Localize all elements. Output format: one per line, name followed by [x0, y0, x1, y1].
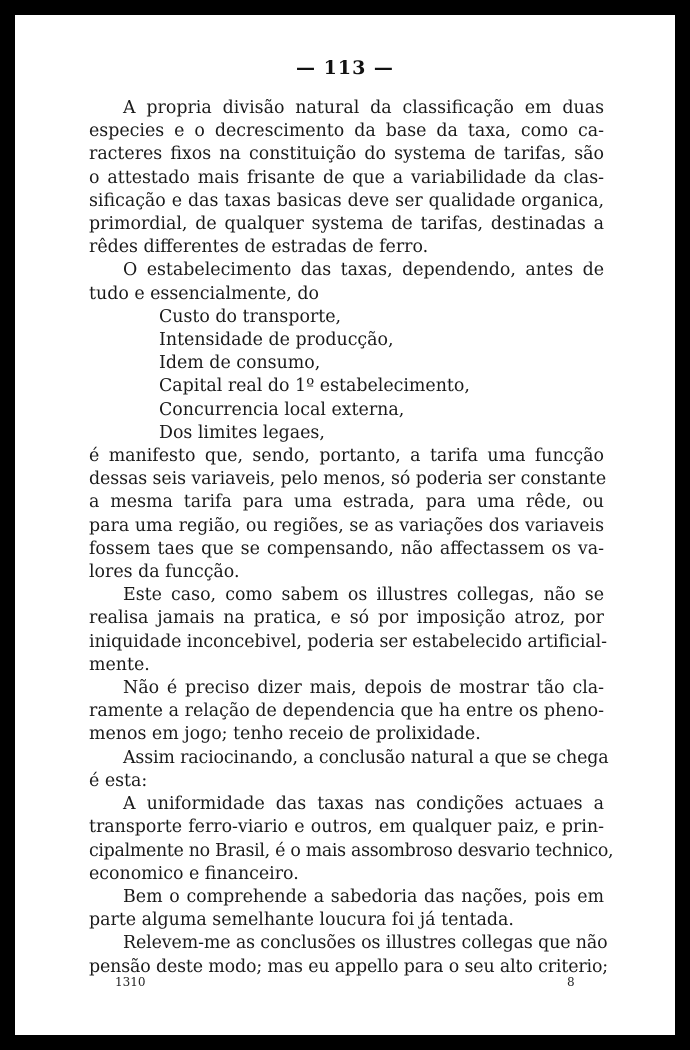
- list-item: Custo do transporte,: [159, 306, 342, 327]
- text-line: rêdes differentes de estradas de ferro.: [89, 237, 429, 258]
- text-line: especies e o decrescimento da base da taxa, como ca-: [89, 121, 604, 142]
- body-text: [89, 97, 614, 979]
- text-line: sificação e das taxas basicas deve ser qualidade organica,: [89, 190, 604, 211]
- text-line: é manifesto que, sendo, portanto, a tarifa uma funcção: [89, 446, 604, 467]
- list-item: Dos limites legaes,: [159, 422, 325, 443]
- book-page: [15, 15, 675, 1035]
- text-line: Não é preciso dizer mais, depois de mostrar tão cla-: [123, 678, 604, 699]
- paragraph-block-1: [89, 97, 604, 306]
- text-line: a mesma tarifa para uma estrada, para uma rêde, ou: [89, 492, 604, 513]
- text-line: Bem o comprehende a sabedoria das nações, pois em: [123, 886, 604, 907]
- list-item: Intensidade de producção,: [159, 330, 394, 351]
- text-line: iniquidade inconcebivel, poderia ser estabelecido artificial-: [89, 631, 607, 652]
- text-line: ramente a relação de dependencia que ha entre os pheno-: [89, 701, 604, 722]
- factor-list: [89, 306, 604, 445]
- text-line: A uniformidade das taxas nas condições actuaes a: [123, 794, 604, 815]
- text-line: Assim raciocinando, a conclusão natural a que se chega: [123, 747, 609, 768]
- text-line: transporte ferro-viario e outros, em qualquer paiz, e prin-: [89, 817, 604, 838]
- list-item: Idem de consumo,: [159, 353, 321, 374]
- text-line: é esta:: [89, 770, 148, 791]
- text-line: menos em jogo; tenho receio de prolixidade.: [89, 724, 481, 745]
- text-line: realisa jamais na pratica, e só por imposição atroz, por: [89, 608, 604, 629]
- text-line: lores da funcção.: [89, 562, 240, 583]
- text-line: cipalmente no Brasil, é o mais assombroso desvario technico,: [89, 840, 614, 861]
- list-item: Capital real do 1º estabelecimento,: [159, 376, 470, 397]
- list-item: Concurrencia local externa,: [159, 399, 405, 420]
- text-line: economico e financeiro.: [89, 863, 299, 884]
- text-line: o attestado mais frisante de que a variabilidade da clas-: [89, 167, 604, 188]
- text-line: pensão deste modo; mas eu appello para o seu alto criterio;: [89, 956, 609, 977]
- text-line: fossem taes que se compensando, não affectassem os va-: [89, 538, 604, 559]
- page-number: — 113 —: [296, 57, 394, 79]
- text-line: tudo e essencialmente, do: [89, 283, 319, 304]
- signature-mark: 1310: [115, 975, 146, 989]
- text-line: dessas seis variaveis, pelo menos, só poderia ser constante: [89, 469, 607, 490]
- text-line: racteres fixos na constituição do systema de tarifas, são: [89, 144, 604, 165]
- gathering-number: 8: [567, 975, 575, 989]
- text-line: O estabelecimento das taxas, dependendo, antes de: [123, 260, 604, 281]
- text-line: mente.: [89, 654, 150, 675]
- text-line: A propria divisão natural da classificação em duas: [123, 98, 604, 118]
- text-line: para uma região, ou regiões, se as variações dos variaveis: [89, 515, 604, 536]
- text-line: Relevem-me as conclusões os illustres collegas que não: [123, 933, 608, 954]
- text-line: parte alguma semelhante loucura foi já tentada.: [89, 910, 514, 931]
- text-line: Este caso, como sabem os illustres collegas, não se: [123, 585, 604, 606]
- paragraph-block-2: [89, 445, 614, 979]
- text-line: primordial, de qualquer systema de tarifas, destinadas a: [89, 214, 604, 235]
